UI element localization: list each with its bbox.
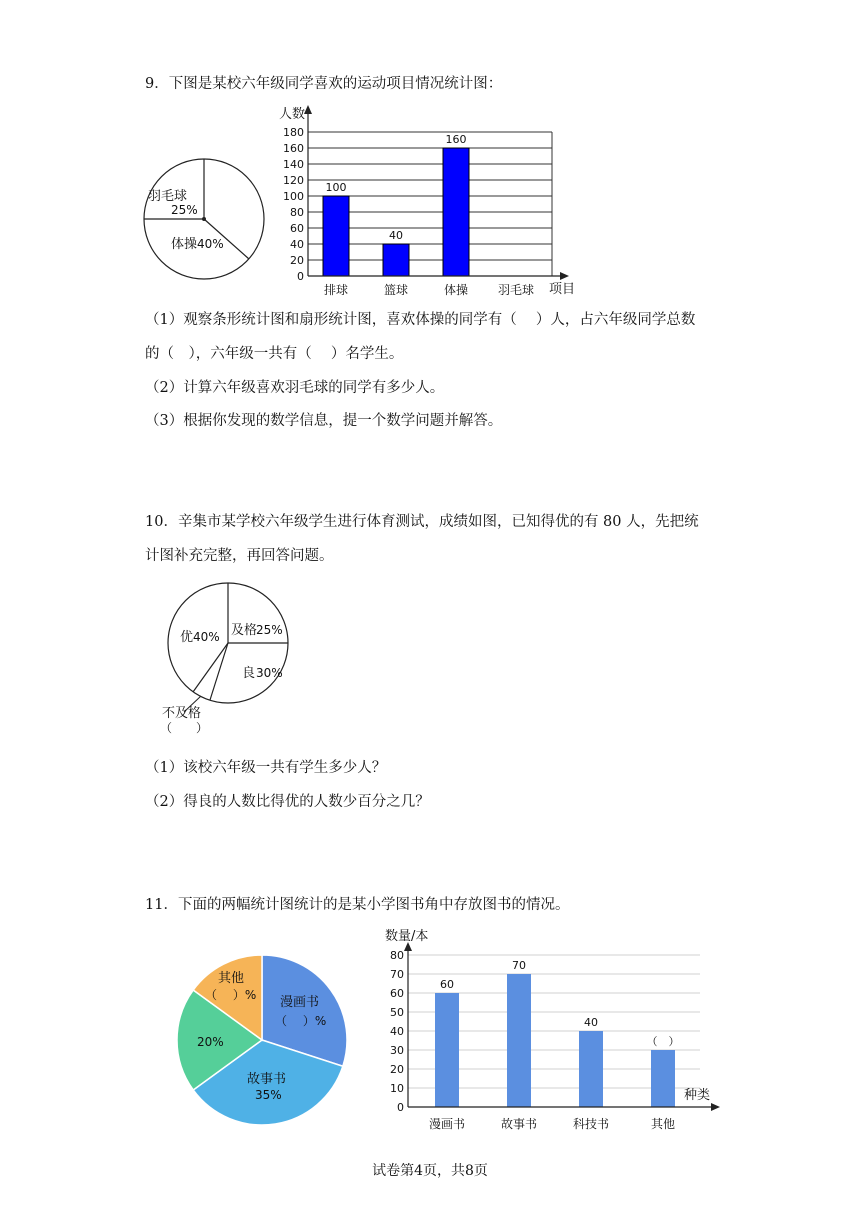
q9bar-category-label: 排球 — [323, 283, 349, 297]
q9bar-y-tick-label: 20 — [290, 254, 304, 267]
q11bar-y-tick-label: 20 — [390, 1063, 404, 1076]
q11bar-y-tick-label: 10 — [390, 1082, 404, 1095]
q11-pie-other-value: （ ）% — [205, 988, 257, 1002]
q11bar-bar — [507, 974, 531, 1107]
q11bar-category-label: 漫画书 — [428, 1117, 466, 1131]
q11bar-y-tick-label: 60 — [390, 987, 404, 1000]
q9bar-data-label: 100 — [325, 181, 347, 194]
q9-y-axis-label: 人数 — [279, 107, 306, 122]
q11bar-bar — [435, 993, 459, 1107]
q9bar-y-tick-label: 100 — [283, 190, 304, 203]
q9bar-data-label: 40 — [389, 229, 403, 242]
q11bar-category-label: 科技书 — [572, 1117, 610, 1131]
q9bar-category-label: 羽毛球 — [497, 283, 535, 297]
q11bar-data-label: 70 — [512, 959, 526, 972]
q9bar-bar — [443, 148, 469, 276]
q10-pie-excellent-value: 40% — [193, 630, 220, 644]
q11-pie-other-label: 其他 — [218, 971, 245, 986]
q10-stem-a: 10．辛集市某学校六年级学生进行体育测试，成绩如图，已知得优的有 80 人，先把统 — [145, 514, 699, 530]
q11bar-data-label: 60 — [440, 978, 454, 991]
q9bar-y-tick-label: 80 — [290, 206, 304, 219]
q11-bar-chart — [365, 925, 725, 1140]
q11-pie-comic-value: （ ）% — [275, 1014, 327, 1028]
q9-pie-badminton-value: 25% — [171, 203, 198, 217]
q9-stem: 9．下图是某校六年级同学喜欢的运动项目情况统计图： — [145, 76, 503, 92]
q11-pie-twenty-value: 20% — [197, 1035, 224, 1049]
q9bar-category-label: 篮球 — [383, 283, 409, 297]
q11bar-y-tick-label: 50 — [390, 1006, 404, 1019]
q9bar-y-tick-label: 60 — [290, 222, 304, 235]
q11bar-category-label: 其他 — [650, 1117, 676, 1131]
q11bar-bar — [651, 1050, 675, 1107]
q11bar-data-label: （ ） — [646, 1035, 680, 1048]
q9bar-category-label: 体操 — [443, 283, 469, 297]
q10-pie-fail-value: （ ） — [160, 721, 209, 735]
q11-x-axis-label: 种类 — [684, 1088, 711, 1103]
q10-pie-good-label: 良 — [242, 666, 256, 681]
q11-pie-comic-label: 漫画书 — [280, 995, 320, 1010]
q9-pie-gym-value: 40% — [197, 237, 224, 251]
q11-pie-story-label: 故事书 — [247, 1072, 287, 1087]
q11-pie-story-value: 35% — [255, 1088, 282, 1102]
q10-pie-chart — [150, 580, 300, 740]
q10-pie-pass-label: 及格 — [231, 623, 258, 638]
q9bar-y-tick-label: 180 — [283, 126, 304, 139]
q9bar-bar — [383, 244, 409, 276]
q9bar-y-tick-label: 120 — [283, 174, 304, 187]
q10-sub1: （1）该校六年级一共有学生多少人？ — [145, 760, 387, 776]
q11bar-y-tick-label: 80 — [390, 949, 404, 962]
q9bar-y-tick-label: 140 — [283, 158, 304, 171]
q11bar-y-tick-label: 40 — [390, 1025, 404, 1038]
q10-stem-b: 计图补充完整，再回答问题。 — [145, 548, 334, 564]
q11bar-y-tick-label: 0 — [397, 1101, 404, 1114]
q10-pie-fail-label: 不及格 — [162, 706, 202, 721]
q9bar-bar — [323, 196, 349, 276]
q11-stem: 11．下面的两幅统计图统计的是某小学图书角中存放图书的情况。 — [145, 897, 570, 913]
q11-pie-chart — [170, 950, 355, 1135]
q9-pie-center — [202, 217, 206, 221]
q10-pie-good-value: 30% — [256, 666, 283, 680]
q11bar-data-label: 40 — [584, 1016, 598, 1029]
q9-pie-gym-label: 体操 — [171, 237, 198, 252]
q11bar-category-label: 故事书 — [500, 1117, 538, 1131]
q9-x-axis-label: 项目 — [549, 282, 576, 297]
q9-sub1b: 的（ ），六年级一共有（ ）名学生。 — [145, 346, 404, 362]
q11bar-y-tick-label: 70 — [390, 968, 404, 981]
q9-sub3: （3）根据你发现的数学信息，提一个数学问题并解答。 — [145, 413, 503, 429]
q9-y-axis-arrow — [304, 105, 312, 114]
q9-pie-badminton-label: 羽毛球 — [148, 189, 188, 204]
q10-pie-pass-value: 25% — [256, 623, 283, 637]
q10-pie-excellent-label: 优 — [180, 630, 194, 645]
q9-pie-chart — [140, 156, 270, 286]
q9-sub2: （2）计算六年级喜欢羽毛球的同学有多少人。 — [145, 380, 445, 396]
q9bar-y-tick-label: 40 — [290, 238, 304, 251]
q11bar-y-tick-label: 30 — [390, 1044, 404, 1057]
q9-sub1a: （1）观察条形统计图和扇形统计图，喜欢体操的同学有（ ）人，占六年级同学总数 — [145, 312, 696, 328]
q9-x-axis-arrow — [560, 272, 569, 280]
page-footer: 试卷第4页，共8页 — [372, 1163, 488, 1179]
q10-sub2: （2）得良的人数比得优的人数少百分之几？ — [145, 794, 430, 810]
q9bar-y-tick-label: 0 — [297, 270, 304, 283]
q11bar-bar — [579, 1031, 603, 1107]
q9bar-y-tick-label: 160 — [283, 142, 304, 155]
q11-x-axis-arrow — [711, 1103, 720, 1111]
q9bar-data-label: 160 — [445, 133, 467, 146]
q11-y-axis-label: 数量/本 — [385, 929, 429, 944]
q9-bar-chart — [270, 100, 580, 300]
